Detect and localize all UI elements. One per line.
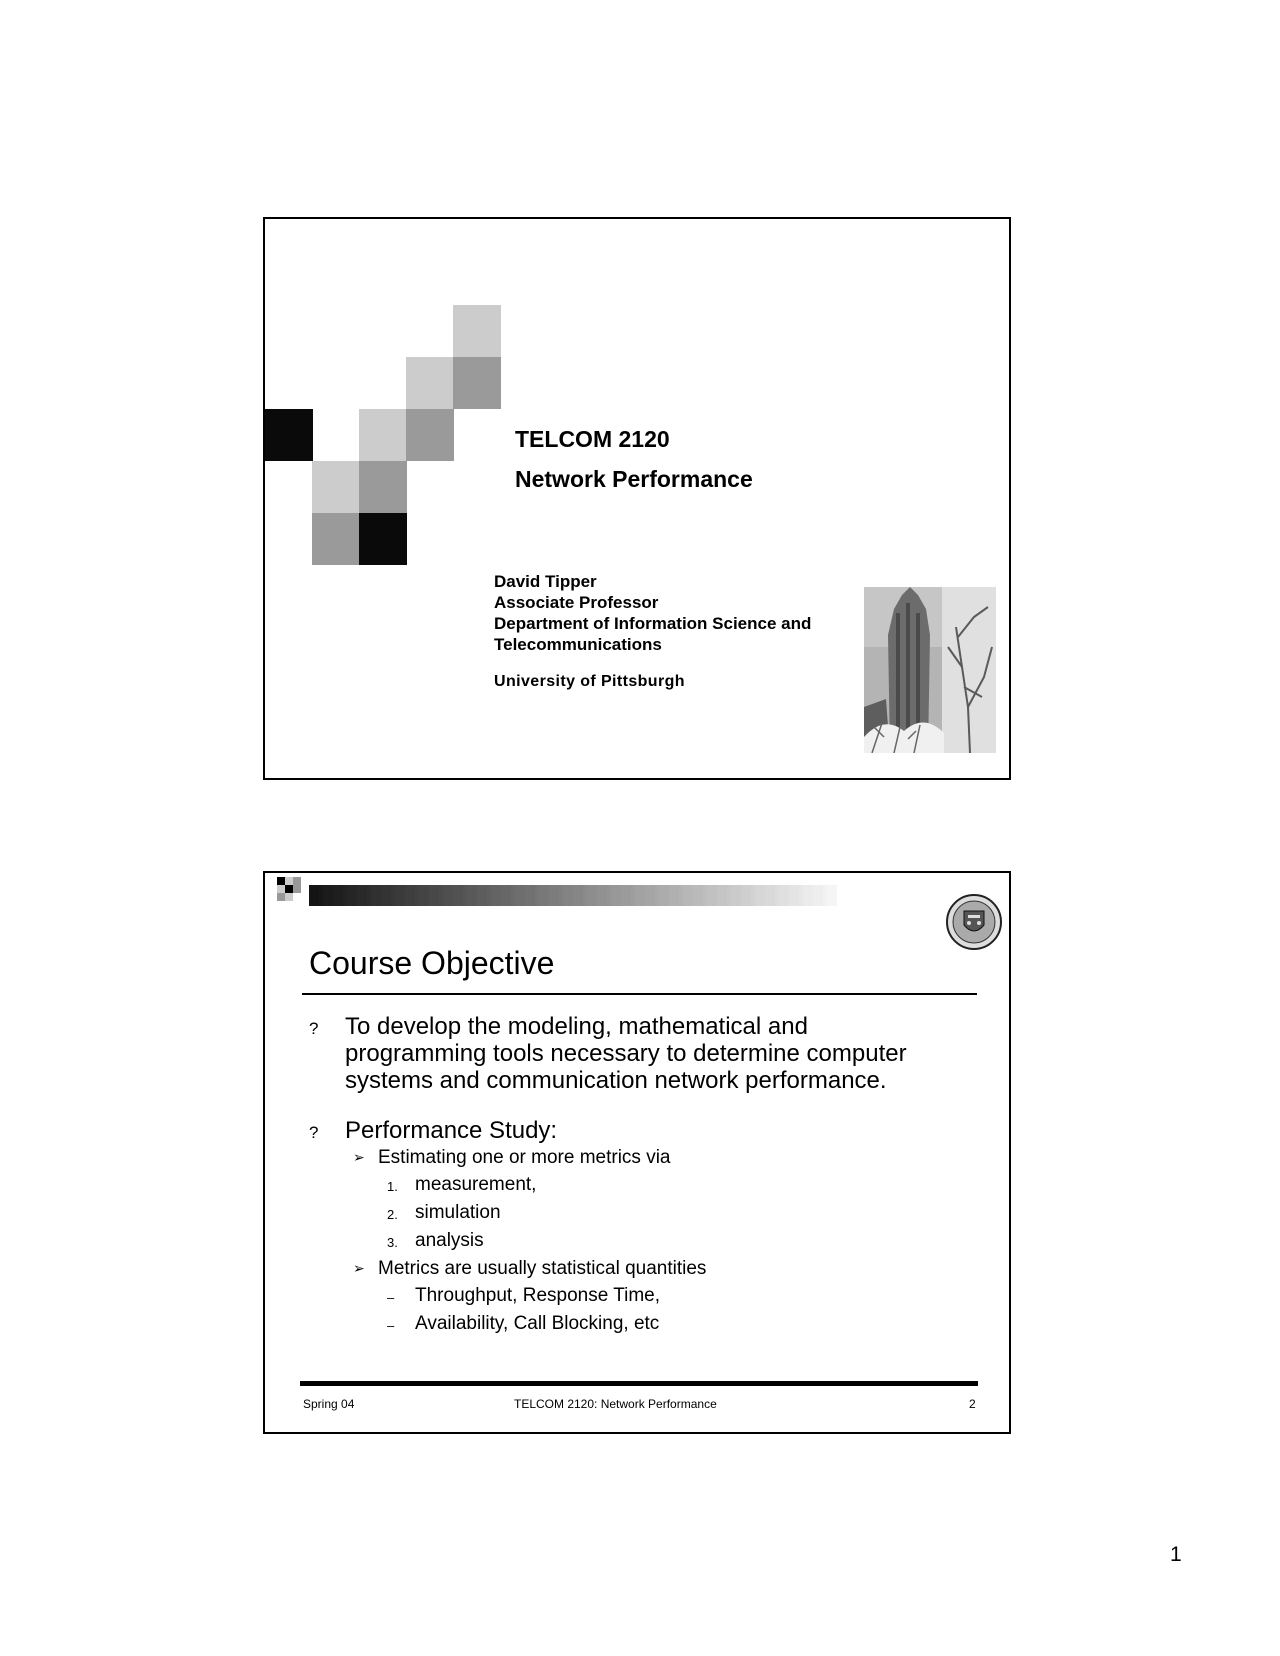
arrow-bullet-icon: ➢ (353, 1149, 365, 1165)
bullet-marker: ? (309, 1019, 319, 1038)
bullet-marker: ? (309, 1123, 319, 1142)
page-number: 1 (1170, 1543, 1182, 1566)
objective-line: To develop the modeling, mathematical and (345, 1013, 808, 1040)
study-bullet (305, 1117, 985, 1144)
dash-marker: – (387, 1318, 395, 1333)
method-text: simulation (415, 1202, 501, 1223)
method-item (305, 1227, 985, 1255)
course-objective-slide (263, 871, 1011, 1434)
item-number: 3. (387, 1235, 398, 1250)
cathedral-photo (864, 587, 996, 753)
study-heading: Performance Study: (345, 1117, 558, 1144)
method-text: measurement, (415, 1174, 537, 1195)
footer-rule (300, 1381, 978, 1386)
objective-bullet (305, 1013, 985, 1094)
metric-text: Availability, Call Blocking, etc (415, 1313, 660, 1334)
sub-bullet (305, 1255, 985, 1282)
title-slide (263, 217, 1011, 780)
course-name: Network Performance (515, 466, 753, 492)
course-code: TELCOM 2120 (515, 426, 670, 452)
metrics-text: Metrics are usually statistical quantities (378, 1258, 707, 1279)
metric-text: Throughput, Response Time, (415, 1285, 661, 1306)
author-block (494, 571, 811, 655)
department-line-2: Telecommunications (494, 635, 662, 654)
footer-date: Spring 04 (303, 1397, 355, 1411)
metric-item (305, 1310, 985, 1338)
slide-content (305, 1013, 985, 1338)
dash-marker: – (387, 1290, 395, 1305)
objective-line: systems and communication network performance. (345, 1067, 887, 1094)
method-text: analysis (415, 1230, 484, 1251)
estimating-text: Estimating one or more metrics via (378, 1147, 671, 1168)
item-number: 1. (387, 1179, 398, 1194)
item-number: 2. (387, 1207, 398, 1222)
metric-item (305, 1282, 985, 1310)
header-gradient-bar (309, 885, 969, 906)
department-line-1: Department of Information Science and (494, 614, 812, 633)
title-divider (302, 993, 977, 995)
sub-bullet (305, 1144, 985, 1171)
author-position: Associate Professor (494, 593, 659, 612)
slide-title: Course Objective (309, 945, 555, 981)
method-item (305, 1171, 985, 1199)
objective-line: programming tools necessary to determine computer (345, 1040, 907, 1067)
slide-number: 2 (969, 1397, 976, 1411)
footer-course: TELCOM 2120: Network Performance (514, 1397, 717, 1411)
university-name: University of Pittsburgh (494, 673, 685, 690)
author-name: David Tipper (494, 572, 597, 591)
arrow-bullet-icon: ➢ (353, 1260, 365, 1276)
method-item (305, 1199, 985, 1227)
university-seal-icon (945, 893, 1003, 951)
